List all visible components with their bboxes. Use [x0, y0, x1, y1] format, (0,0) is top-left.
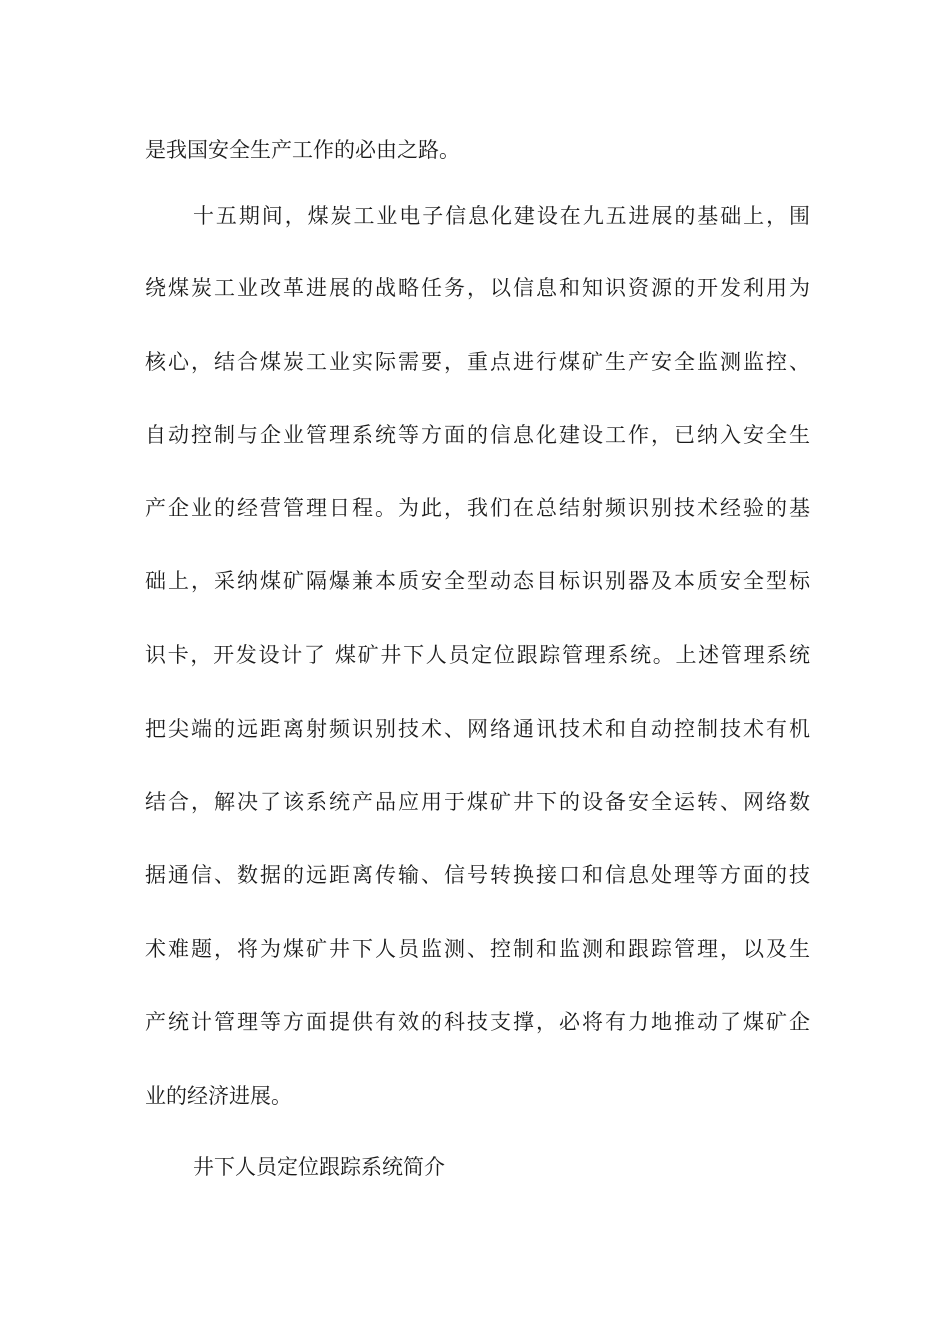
paragraph-line: 是我国安全生产工作的必由之路。: [145, 138, 460, 162]
paragraph-line: 产企业的经营管理日程。为此，我们在总结射频识别技术经验的基: [145, 496, 810, 520]
paragraph-line: 十五期间，煤炭工业电子信息化建设在九五进展的基础上，围: [193, 204, 810, 228]
paragraph-line: 产统计管理等方面提供有效的科技支撑，必将有力地推动了煤矿企: [145, 1010, 810, 1034]
paragraph-line: 识卡，开发设计了 煤矿井下人员定位跟踪管理系统。上述管理系统: [145, 643, 810, 667]
paragraph-line: 础上，采纳煤矿隔爆兼本质安全型动态目标识别器及本质安全型标: [145, 569, 810, 593]
paragraph-line: 据通信、数据的远距离传输、信号转换接口和信息处理等方面的技: [145, 863, 810, 887]
paragraph-line: 把尖端的远距离射频识别技术、网络通讯技术和自动控制技术有机: [145, 717, 810, 741]
paragraph-line: 业的经济进展。: [145, 1084, 292, 1108]
paragraph-line: 绕煤炭工业改革进展的战略任务，以信息和知识资源的开发利用为: [145, 276, 810, 300]
paragraph-line: 术难题，将为煤矿井下人员监测、控制和监测和跟踪管理，以及生: [145, 937, 810, 961]
paragraph-line: 自动控制与企业管理系统等方面的信息化建设工作，已纳入安全生: [145, 423, 810, 447]
section-heading: 井下人员定位跟踪系统简介: [193, 1155, 445, 1179]
paragraph-line: 核心，结合煤炭工业实际需要，重点进行煤矿生产安全监测监控、: [145, 350, 810, 374]
paragraph-line: 结合，解决了该系统产品应用于煤矿井下的设备安全运转、网络数: [145, 790, 810, 814]
